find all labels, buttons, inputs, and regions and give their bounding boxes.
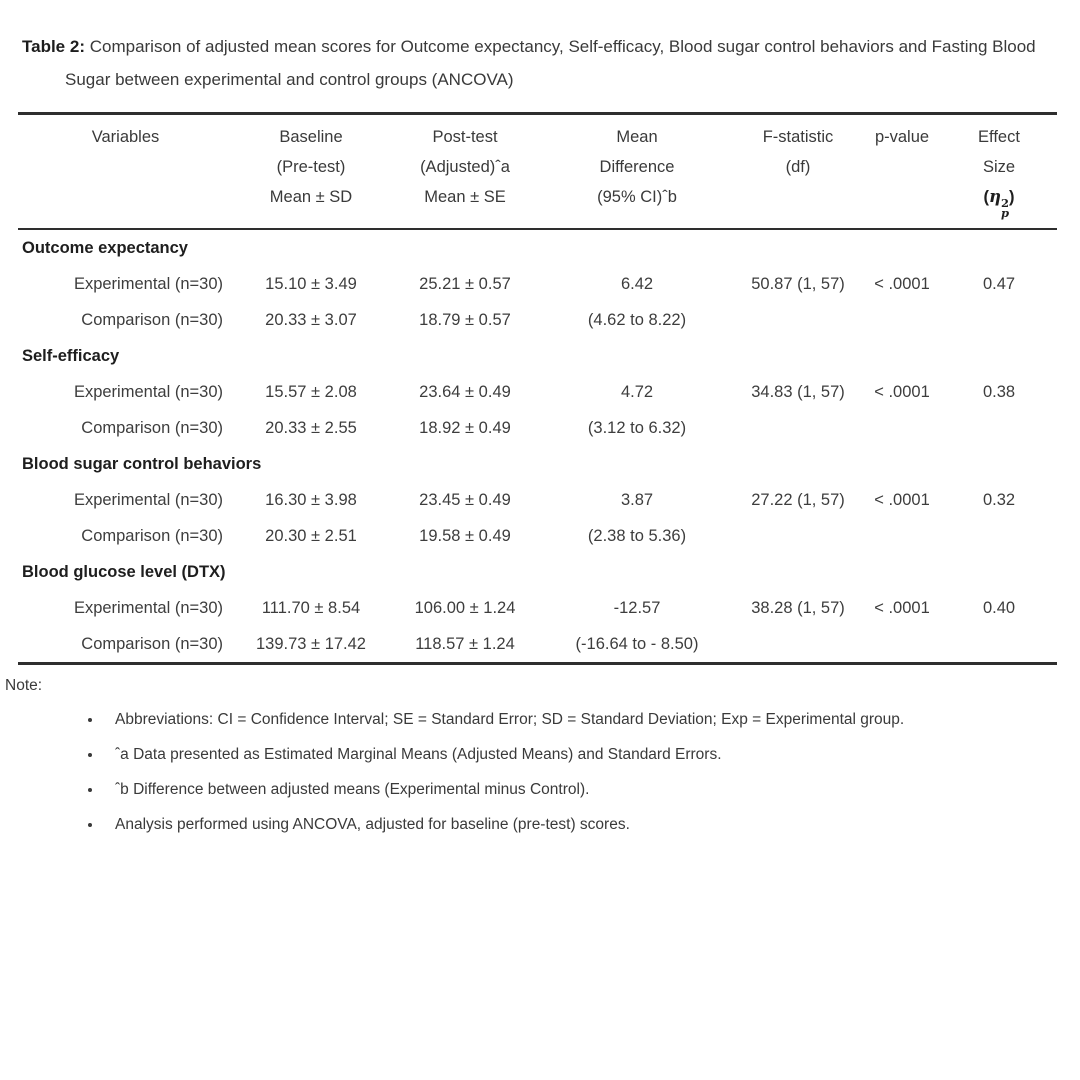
cell-posttest: 25.21 ± 0.57 [419,274,511,293]
header-f-statistic: F-statistic (df) [733,114,863,230]
cell-pvalue [863,410,941,446]
cell-meandiff: (3.12 to 6.32) [587,418,687,437]
cell-pvalue: < .0001 [874,274,930,293]
section-row-outcome-expectancy [18,229,1057,266]
cell-effect [941,518,1057,554]
cell-baseline: 20.33 ± 2.55 [265,418,357,437]
table-row [18,626,1057,664]
cell-effect [941,626,1057,664]
header-effect-size: Effect Size (η 2 p ) [941,114,1057,230]
section-row-blood-glucose-level-dtx [18,554,1057,590]
cell-posttest: 18.92 ± 0.49 [419,418,511,437]
cell-posttest: 23.45 ± 0.49 [419,490,511,509]
header-mean-difference: Mean Difference (95% CI)ˆb [541,114,733,230]
cell-baseline: 139.73 ± 17.42 [256,634,366,653]
table-row [18,302,1057,338]
cell-fstat [733,302,863,338]
cell-fstat: 34.83 (1, 57) [751,382,845,401]
table-body [18,229,1057,664]
cell-variable: Comparison (n=30) [81,310,223,329]
cell-posttest: 118.57 ± 1.24 [415,634,515,653]
cell-variable: Experimental (n=30) [73,490,223,509]
cell-fstat [733,410,863,446]
cell-pvalue: < .0001 [874,382,930,401]
cell-baseline: 15.57 ± 2.08 [265,382,357,401]
note-item-abbreviations: • Abbreviations: CI = Confidence Interval; SE = Standard Error; SD = Standard Deviation; Exp = Experimental group. [103,702,960,737]
header-baseline: Baseline (Pre-test) Mean ± SD [233,114,389,230]
table-row [18,518,1057,554]
cell-baseline: 20.33 ± 3.07 [265,310,357,329]
cell-effect: 0.32 [982,490,1016,509]
cell-effect [941,410,1057,446]
cell-meandiff: 6.42 [620,274,654,293]
cell-variable: Experimental (n=30) [73,598,223,617]
note-item-footnote-b: • ˆb Difference between adjusted means (Experimental minus Control). [103,772,960,807]
cell-baseline: 111.70 ± 8.54 [261,598,361,617]
table-row [18,590,1057,626]
table-header [18,114,1057,230]
cell-variable: Experimental (n=30) [73,382,223,401]
note-item-analysis: • Analysis performed using ANCOVA, adjusted for baseline (pre-test) scores. [103,807,960,842]
cell-effect [941,302,1057,338]
cell-variable: Experimental (n=30) [73,274,223,293]
ancova-table [18,112,1057,665]
section-title: Outcome expectancy [22,238,188,257]
cell-meandiff: (2.38 to 5.36) [587,526,687,545]
section-title: Blood sugar control behaviors [22,454,262,473]
cell-meandiff: 3.87 [620,490,654,509]
section-row-self-efficacy [18,338,1057,374]
table-caption-text: Comparison of adjusted mean scores for Outcome expectancy, Self-efficacy, Blood sugar control behaviors and Fasting Blood Sugar between experimental and control groups (ANCOVA) [65,37,1036,89]
table-caption-label: Table 2: [22,37,85,56]
cell-meandiff: (-16.64 to - 8.50) [575,634,699,653]
cell-posttest: 23.64 ± 0.49 [419,382,511,401]
cell-variable: Comparison (n=30) [81,526,223,545]
cell-effect: 0.38 [982,382,1016,401]
cell-fstat: 50.87 (1, 57) [751,274,845,293]
cell-variable: Comparison (n=30) [81,418,223,437]
cell-effect: 0.40 [982,598,1016,617]
cell-baseline: 16.30 ± 3.98 [265,490,357,509]
note-label: Note: [5,677,43,694]
cell-fstat [733,626,863,664]
cell-pvalue: < .0001 [874,490,930,509]
header-row [18,114,1057,230]
note-item-footnote-a: • ˆa Data presented as Estimated Marginal Means (Adjusted Means) and Standard Errors. [103,737,960,772]
cell-fstat: 38.28 (1, 57) [751,598,845,617]
cell-pvalue [863,302,941,338]
cell-meandiff: (4.62 to 8.22) [587,310,687,329]
cell-baseline: 15.10 ± 3.49 [265,274,357,293]
table-row [18,374,1057,410]
table-row [18,410,1057,446]
cell-variable: Comparison (n=30) [81,634,223,653]
cell-meandiff: -12.57 [613,598,661,617]
cell-pvalue [863,626,941,664]
section-title: Self-efficacy [22,346,120,365]
cell-posttest: 106.00 ± 1.24 [414,598,516,617]
cell-pvalue: < .0001 [874,598,930,617]
cell-meandiff: 4.72 [620,382,654,401]
cell-fstat: 27.22 (1, 57) [751,490,845,509]
header-p-value: p-value [863,114,941,230]
effect-size-eta-symbol: (η 2 p ) [983,187,1015,220]
cell-fstat [733,518,863,554]
section-title: Blood glucose level (DTX) [22,562,226,581]
table-row [18,266,1057,302]
cell-posttest: 19.58 ± 0.49 [419,526,511,545]
cell-baseline: 20.30 ± 2.51 [265,526,357,545]
table-row [18,482,1057,518]
cell-effect: 0.47 [982,274,1016,293]
cell-pvalue [863,518,941,554]
notes-list [0,702,1080,842]
header-posttest: Post-test (Adjusted)ˆa Mean ± SE [389,114,541,230]
table-caption [0,30,1060,96]
cell-posttest: 18.79 ± 0.57 [419,310,511,329]
section-row-blood-sugar-control-behaviors [18,446,1057,482]
header-variables: Variables [18,114,233,230]
